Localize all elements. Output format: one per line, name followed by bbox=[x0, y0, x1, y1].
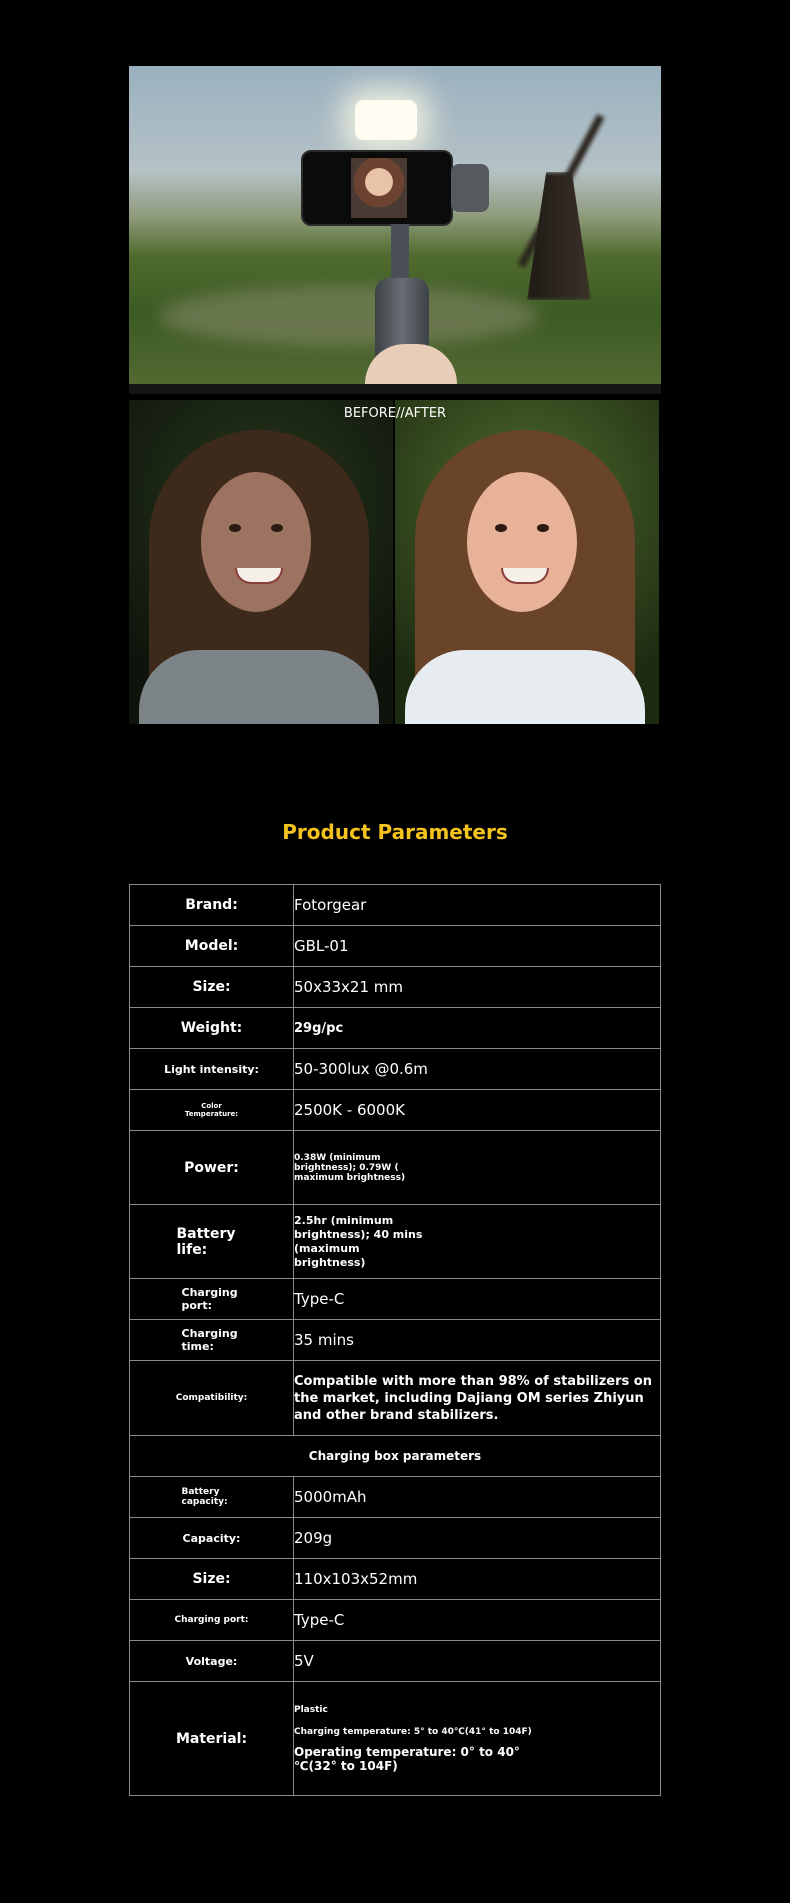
table-row bbox=[130, 1131, 661, 1205]
before-photo bbox=[129, 400, 393, 724]
row-label: Material: bbox=[130, 1682, 294, 1796]
table-row bbox=[130, 926, 661, 967]
row-value: 0.38W (minimum brightness); 0.79W ( maximum brightness) bbox=[294, 1152, 406, 1183]
row-label: Brand: bbox=[130, 885, 294, 926]
material-line: Plastic bbox=[294, 1704, 328, 1715]
after-photo bbox=[395, 400, 659, 724]
row-label: Power: bbox=[130, 1131, 294, 1205]
row-value: 2500K - 6000K bbox=[294, 1090, 661, 1131]
table-row bbox=[130, 1090, 661, 1131]
table-row bbox=[130, 1518, 661, 1559]
row-value: 110x103x52mm bbox=[294, 1559, 661, 1600]
table-row bbox=[130, 885, 661, 926]
row-value: GBL-01 bbox=[294, 926, 661, 967]
before-after-photo bbox=[129, 400, 661, 724]
row-value: Compatible with more than 98% of stabilizers on the market, including Dajiang OM series Zhiyun and other brand stabilizers. bbox=[294, 1361, 661, 1436]
row-label: Size: bbox=[130, 1559, 294, 1600]
table-row bbox=[130, 1436, 661, 1477]
face bbox=[467, 472, 577, 612]
table-row bbox=[130, 1477, 661, 1518]
photo-divider bbox=[129, 384, 661, 394]
table-row bbox=[130, 1641, 661, 1682]
shirt bbox=[139, 650, 379, 724]
phone-screen bbox=[351, 158, 407, 218]
table-row bbox=[130, 1279, 661, 1320]
row-value: 5000mAh bbox=[294, 1477, 661, 1518]
row-label: Charging port: bbox=[130, 1600, 294, 1641]
row-label: Size: bbox=[130, 967, 294, 1008]
table-row bbox=[130, 1361, 661, 1436]
shirt bbox=[405, 650, 645, 724]
eye bbox=[271, 524, 283, 532]
row-label: Voltage: bbox=[130, 1641, 294, 1682]
row-value: Type-C bbox=[294, 1600, 661, 1641]
before-after-label: BEFORE//AFTER bbox=[343, 406, 447, 421]
row-label: Capacity: bbox=[130, 1518, 294, 1559]
row-label: Light intensity: bbox=[130, 1049, 294, 1090]
operating-temperature-line: Operating temperature: 0° to 40° ℃(32° to 104F) bbox=[294, 1744, 520, 1773]
eye bbox=[495, 524, 507, 532]
fill-light-icon bbox=[355, 100, 417, 140]
table-row bbox=[130, 1320, 661, 1361]
table-row bbox=[130, 1049, 661, 1090]
table-row bbox=[130, 1008, 661, 1049]
eye bbox=[229, 524, 241, 532]
table-row bbox=[130, 1559, 661, 1600]
row-value: Type-C bbox=[294, 1279, 661, 1320]
hero-photo bbox=[129, 66, 661, 394]
row-label: Model: bbox=[130, 926, 294, 967]
row-label: Charging time: bbox=[181, 1327, 238, 1353]
table-row bbox=[130, 967, 661, 1008]
smile bbox=[235, 568, 283, 584]
section-title: Product Parameters bbox=[282, 820, 508, 844]
row-value: 35 mins bbox=[294, 1320, 661, 1361]
parameters-table bbox=[129, 884, 661, 1796]
row-value: Fotorgear bbox=[294, 885, 661, 926]
row-value: 50-300lux @0.6m bbox=[294, 1049, 661, 1090]
table-row bbox=[130, 1600, 661, 1641]
row-label: Color Temperature: bbox=[184, 1102, 239, 1118]
eye bbox=[537, 524, 549, 532]
table-row bbox=[130, 1205, 661, 1279]
row-value: 209g bbox=[294, 1518, 661, 1559]
row-label: Battery capacity: bbox=[181, 1487, 228, 1507]
smile bbox=[501, 568, 549, 584]
gimbal-motor bbox=[451, 164, 489, 212]
row-value: 5V bbox=[294, 1641, 661, 1682]
row-label: Weight: bbox=[130, 1008, 294, 1049]
face bbox=[201, 472, 311, 612]
row-label: Compatibility: bbox=[130, 1361, 294, 1436]
row-value: 2.5hr (minimum brightness); 40 mins (maximum brightness) bbox=[294, 1213, 423, 1269]
charging-temperature-line: Charging temperature: 5° to 40℃(41° to 104F) bbox=[294, 1726, 532, 1737]
row-label: Charging port: bbox=[181, 1286, 238, 1312]
row-value bbox=[294, 1682, 661, 1796]
row-label: Battery life: bbox=[176, 1225, 236, 1258]
section-header: Charging box parameters bbox=[130, 1436, 661, 1477]
road-blur bbox=[159, 286, 539, 346]
row-value: 50x33x21 mm bbox=[294, 967, 661, 1008]
table-row bbox=[130, 1682, 661, 1796]
row-value: 29g/pc bbox=[294, 1008, 661, 1049]
phone-icon bbox=[301, 150, 453, 226]
